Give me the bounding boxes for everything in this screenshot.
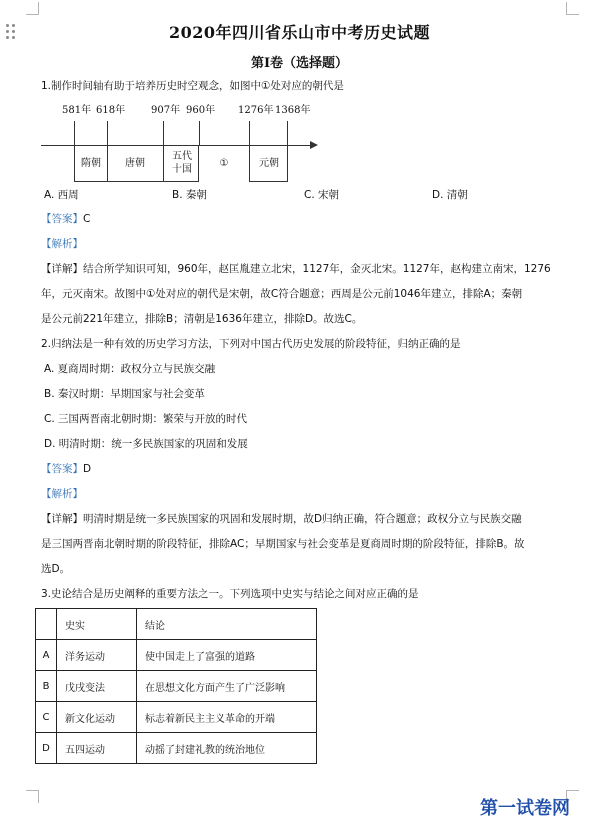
q2-option-b: B. 秦汉时期：早期国家与社会变革 [44,388,205,400]
q1-analysis-tag: 【解析】 [41,238,83,250]
q2-option-c: C. 三国两晋南北朝时期：繁荣与开放的时代 [44,413,248,425]
section-heading: 第Ⅰ卷（选择题） [250,56,349,71]
table-cell: 标志着新民主主义革命的开端 [137,702,317,733]
q3-stem: 3.史论结合是历史阐释的重要方法之一。下列选项中史实与结论之间对应正确的是 [41,588,419,600]
table-cell: 戊戌变法 [57,671,137,702]
timeline-tick [199,121,200,146]
table-cell: 在思想文化方面产生了广泛影响 [137,671,317,702]
q2-stem: 2.归纳法是一种有效的历史学习方法，下列对中国古代历史发展的阶段特征，归纳正确的是 [41,338,461,350]
table-cell: C [36,702,57,733]
q2-detail-line: 选D。 [41,563,71,575]
q2-detail-line: 是三国两晋南北朝时期的阶段特征，排除AC；早期国家与社会变革是夏商周时期的阶段特征，排除B。故 [41,538,525,550]
table-row [36,640,317,671]
timeline-tick [163,121,164,146]
timeline-year: 960年 [186,105,216,116]
answer-tag: 【答案】 [41,213,83,225]
table-header-cell: 史实 [57,609,137,640]
timeline-tick [287,121,288,146]
table-row [36,671,317,702]
q1-option-a: A. 西周 [44,189,79,201]
timeline-tick [107,121,108,146]
page-corner-mark-top-right [566,2,579,15]
q1-option-b: B. 秦朝 [172,189,207,201]
timeline-year: 1368年 [275,105,311,116]
q1-detail-line: 是公元前221年建立，排除B；清朝是1636年建立，排除D。故选C。 [41,313,363,325]
q1-detail-line: 年，元灭南宋。故图中①处对应的朝代是宋朝，故C符合题意；西周是公元前1046年建立，排除A；秦朝 [41,288,523,300]
table-cell: 洋务运动 [57,640,137,671]
table-cell: 新文化运动 [57,702,137,733]
timeline-period-label: 唐朝 [125,158,145,169]
site-watermark: 第一试卷网 [480,798,570,819]
q1-answer [41,212,90,226]
q1-option-d: D. 清朝 [432,189,468,201]
q2-analysis-tag: 【解析】 [41,488,83,500]
timeline-arrow-icon [310,141,318,149]
table-cell: 使中国走上了富强的道路 [137,640,317,671]
timeline-period-label: 元朝 [259,158,279,169]
timeline-period-label: 五代十国 [172,151,192,175]
timeline-tick [74,121,75,146]
page-corner-mark-top-left [26,2,39,15]
q3-table [35,608,317,764]
table-cell: B [36,671,57,702]
table-cell: A [36,640,57,671]
timeline-year: 581年 [62,105,92,116]
timeline-period-label: 隋朝 [81,158,101,169]
table-cell: 动摇了封建礼教的统治地位 [137,733,317,764]
timeline-year: 618年 [96,105,126,116]
q1-detail-line: 【详解】结合所学知识可知，960年，赵匡胤建立北宋，1127年，金灭北宋。1127年，赵构建立南宋，1276 [41,263,551,275]
table-header-row [36,609,317,640]
table-row [36,733,317,764]
answer-value: D [83,463,92,475]
timeline-year: 907年 [151,105,181,116]
q2-detail-line: 【详解】明清时期是统一多民族国家的巩固和发展时期，故D归纳正确，符合题意；政权分立与民族交融 [41,513,522,525]
q1-stem: 1.制作时间轴有助于培养历史时空观念，如图中①处对应的朝代是 [41,80,344,92]
q2-option-a: A. 夏商周时期：政权分立与民族交融 [44,363,216,375]
timeline-year: 1276年 [238,105,274,116]
answer-value: C [83,213,91,225]
table-row [36,702,317,733]
timeline-divider [107,146,108,182]
timeline-tick [249,121,250,146]
table-cell: 五四运动 [57,733,137,764]
q2-option-d: D. 明清时期：统一多民族国家的巩固和发展 [44,438,248,450]
timeline-divider [163,146,164,182]
page-corner-mark-bottom-left [26,790,39,803]
q2-answer [41,462,91,476]
table-header-cell [36,609,57,640]
document-title: 2020年四川省乐山市中考历史试题 [168,23,431,42]
table-header-cell: 结论 [137,609,317,640]
table-cell: D [36,733,57,764]
answer-tag: 【答案】 [41,463,83,475]
timeline-period-label: ① [219,158,229,169]
q1-option-c: C. 宋朝 [304,189,340,201]
